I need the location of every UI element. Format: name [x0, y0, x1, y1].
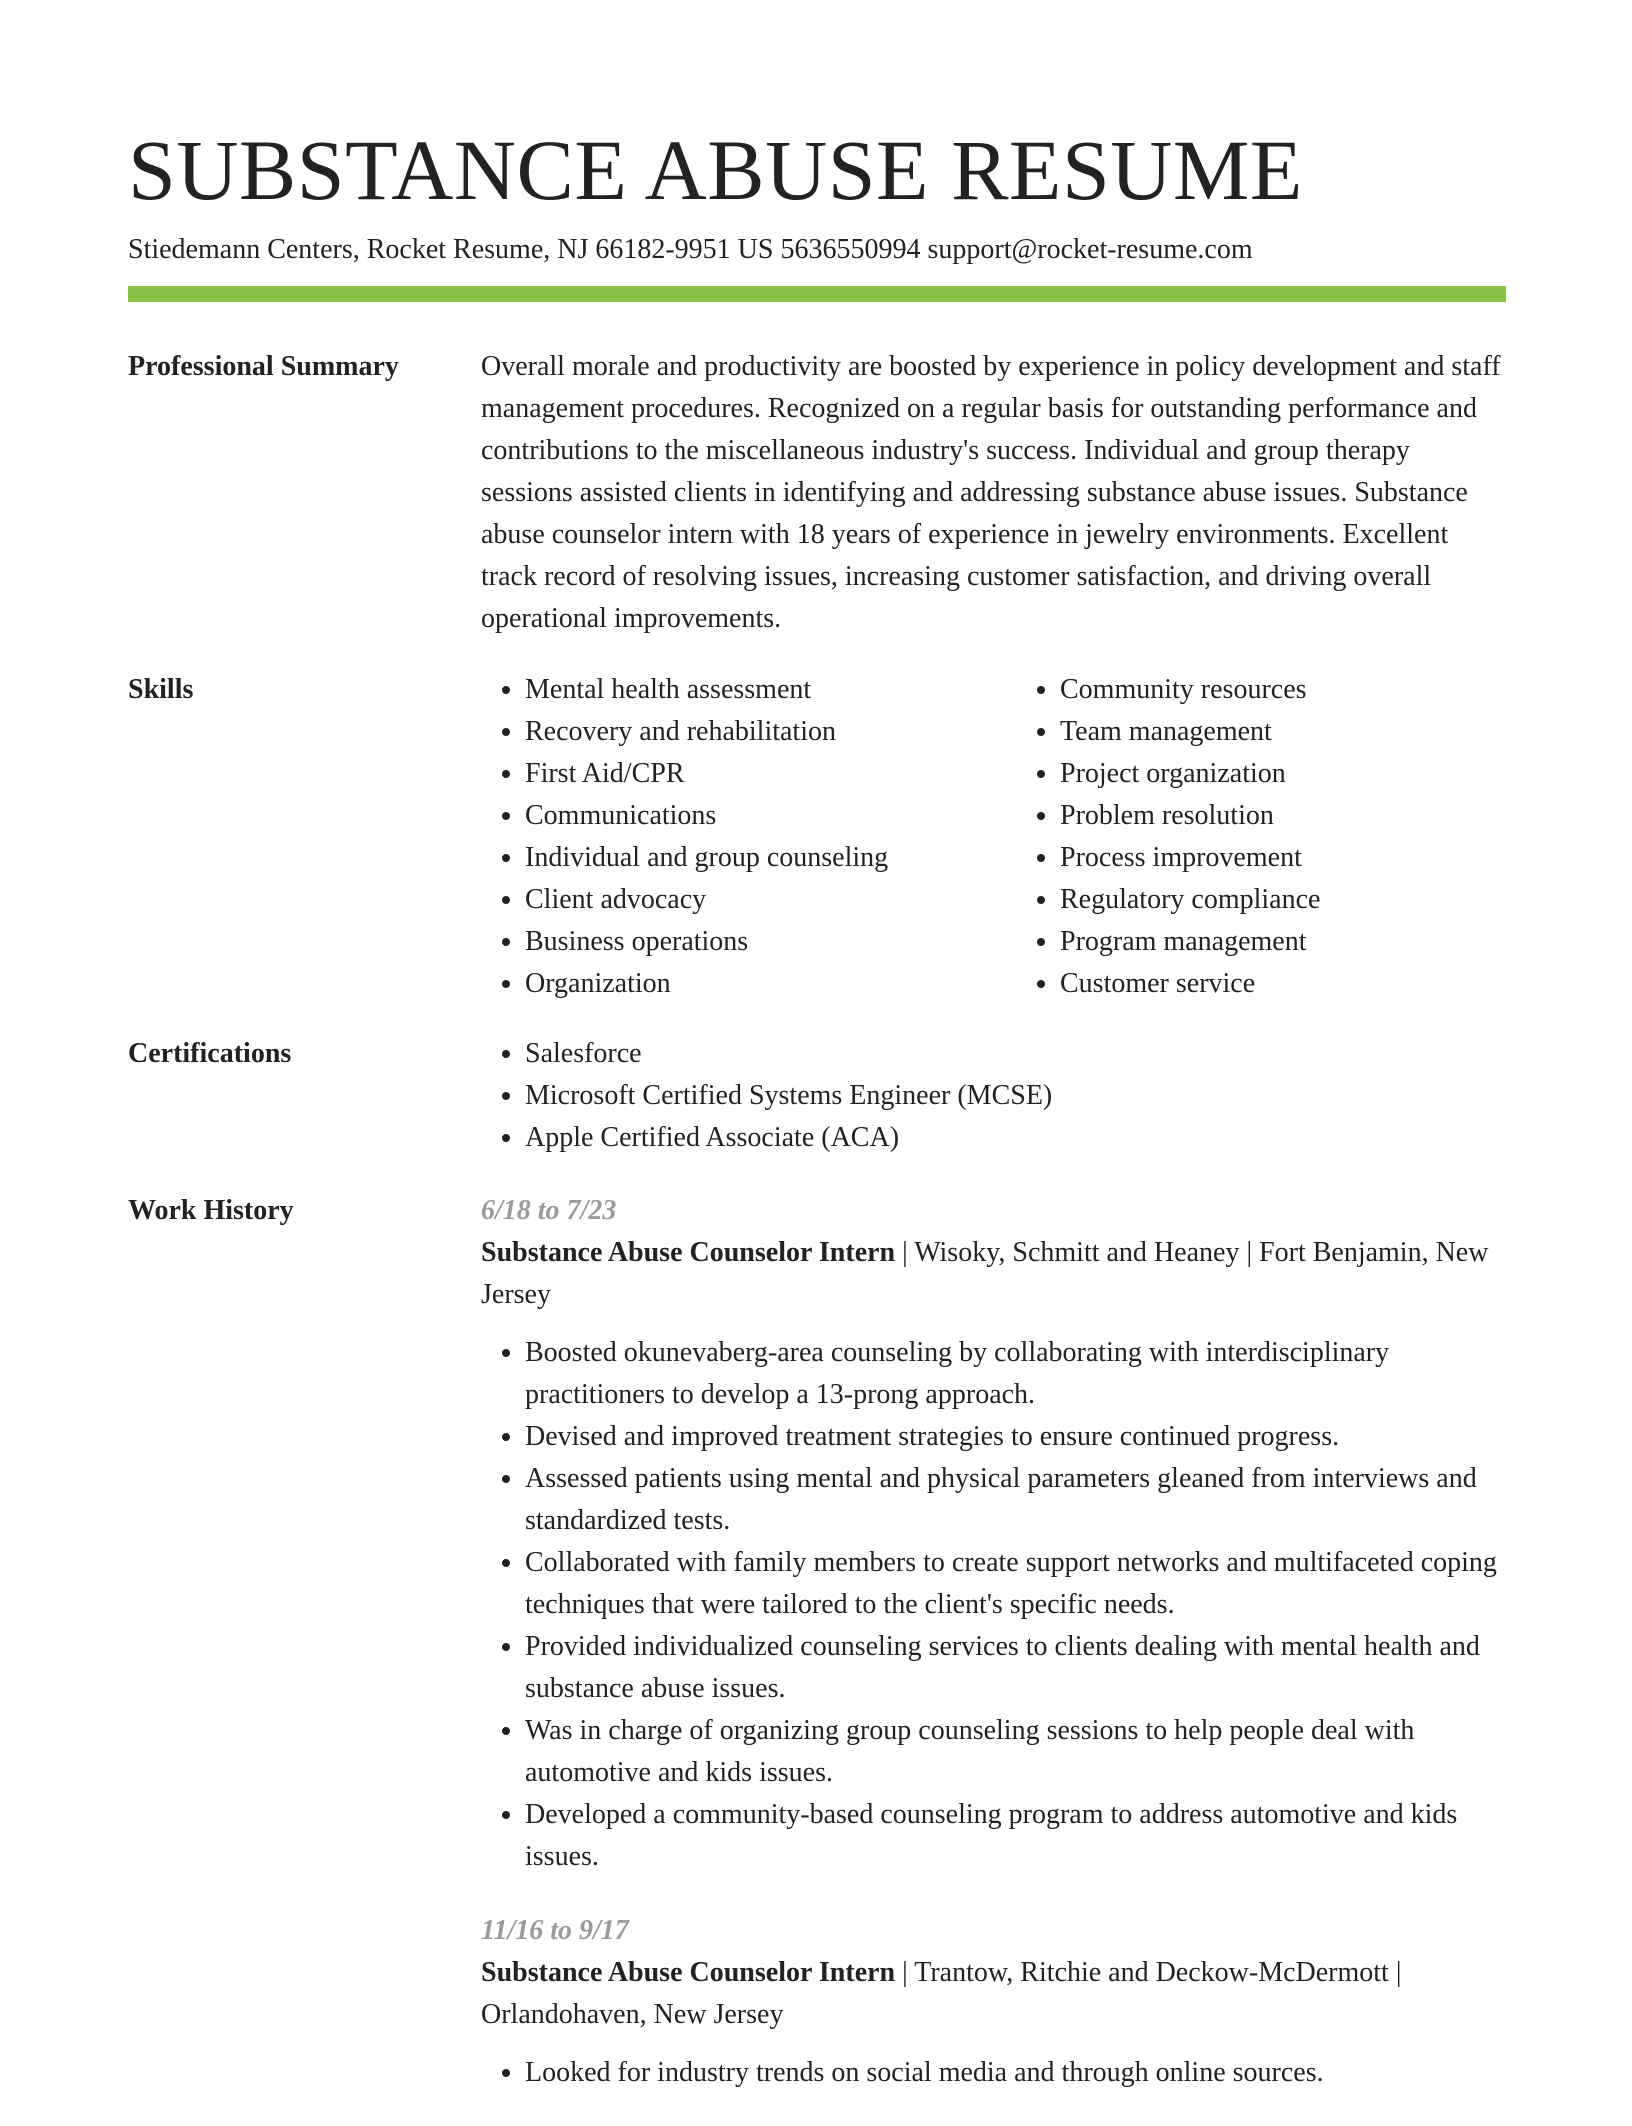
- skill-item: • Regulatory compliance: [1060, 879, 1506, 921]
- skill-item: • Recovery and rehabilitation: [525, 711, 971, 753]
- resume-title: SUBSTANCE ABUSE RESUME: [128, 122, 1303, 218]
- skill-item: • Community resources: [1060, 669, 1506, 711]
- certification-item: • Salesforce: [525, 1033, 1506, 1075]
- certifications-list: [481, 1033, 1506, 1159]
- job-bullets: [481, 1332, 1506, 1878]
- skill-item: • Client advocacy: [525, 879, 971, 921]
- certifications-heading: Certifications: [128, 1038, 292, 1069]
- skill-item: • First Aid/CPR: [525, 753, 971, 795]
- job-title: Substance Abuse Counselor Intern: [481, 1957, 896, 1988]
- summary-heading: Professional Summary: [128, 351, 399, 382]
- skill-item: • Program management: [1060, 921, 1506, 963]
- skill-item: • Communications: [525, 795, 971, 837]
- job-bullet: • Was in charge of organizing group counseling sessions to help people deal with automotive and kids issues.: [525, 1710, 1506, 1794]
- job-dates: 6/18 to 7/23: [481, 1195, 617, 1226]
- job-title: Substance Abuse Counselor Intern: [481, 1237, 896, 1268]
- job-header: [481, 1232, 1506, 1316]
- job-details: | Trantow, Ritchie and Deckow-McDermott | Orlandohaven, New Jersey: [481, 1957, 1402, 2030]
- job-bullet: • Assessed patients using mental and physical parameters gleaned from interviews and standardized tests.: [525, 1458, 1506, 1542]
- job-dates: 11/16 to 9/17: [481, 1915, 629, 1946]
- skill-item: • Problem resolution: [1060, 795, 1506, 837]
- certification-item: • Microsoft Certified Systems Engineer (MCSE): [525, 1075, 1506, 1117]
- skill-item: • Customer service: [1060, 963, 1506, 1005]
- skill-item: • Team management: [1060, 711, 1506, 753]
- job-bullet: • Provided individualized counseling services to clients dealing with mental health and substance abuse issues.: [525, 1626, 1506, 1710]
- job-bullet: • Looked for industry trends on social media and through online sources.: [525, 2052, 1506, 2094]
- skill-item: • Process improvement: [1060, 837, 1506, 879]
- skill-item: • Business operations: [525, 921, 971, 963]
- work-history-heading: Work History: [128, 1195, 294, 1226]
- skills-list-left: [481, 669, 971, 1005]
- job-bullets: [481, 2052, 1506, 2094]
- job-details: | Wisoky, Schmitt and Heaney | Fort Benjamin, New Jersey: [481, 1237, 1489, 1310]
- job-entry: [481, 1910, 1506, 2094]
- skills-list-right: [1016, 669, 1506, 1005]
- skill-item: • Individual and group counseling: [525, 837, 971, 879]
- job-bullet: • Devised and improved treatment strategies to ensure continued progress.: [525, 1416, 1506, 1458]
- skill-item: • Project organization: [1060, 753, 1506, 795]
- header-divider: [128, 286, 1506, 302]
- skill-item: • Organization: [525, 963, 971, 1005]
- job-bullet: • Developed a community-based counseling program to address automotive and kids issues.: [525, 1794, 1506, 1878]
- contact-line: Stiedemann Centers, Rocket Resume, NJ 66182-9951 US 5636550994 support@rocket-resume.com: [128, 234, 1253, 265]
- certification-item: • Apple Certified Associate (ACA): [525, 1117, 1506, 1159]
- skills-heading: Skills: [128, 674, 194, 705]
- job-entry: [481, 1190, 1506, 1878]
- job-bullet: • Boosted okunevaberg-area counseling by collaborating with interdisciplinary practitioners to develop a 13-prong approach.: [525, 1332, 1506, 1416]
- summary-text: Overall morale and productivity are boosted by experience in policy development and staff management procedures. Recognized on a regular basis for outstanding performance and contributions to the miscellaneous industry's success. Individual and group therapy sessions assisted clients in identifying and addressing substance abuse issues. Substance abuse counselor intern with 18 years of experience in jewelry environments. Excellent track record of resolving issues, increasing customer satisfaction, and driving overall operational improvements.: [481, 351, 1501, 634]
- skill-item: • Mental health assessment: [525, 669, 971, 711]
- job-bullet: • Collaborated with family members to create support networks and multifaceted coping techniques that were tailored to the client's specific needs.: [525, 1542, 1506, 1626]
- job-header: [481, 1952, 1506, 2036]
